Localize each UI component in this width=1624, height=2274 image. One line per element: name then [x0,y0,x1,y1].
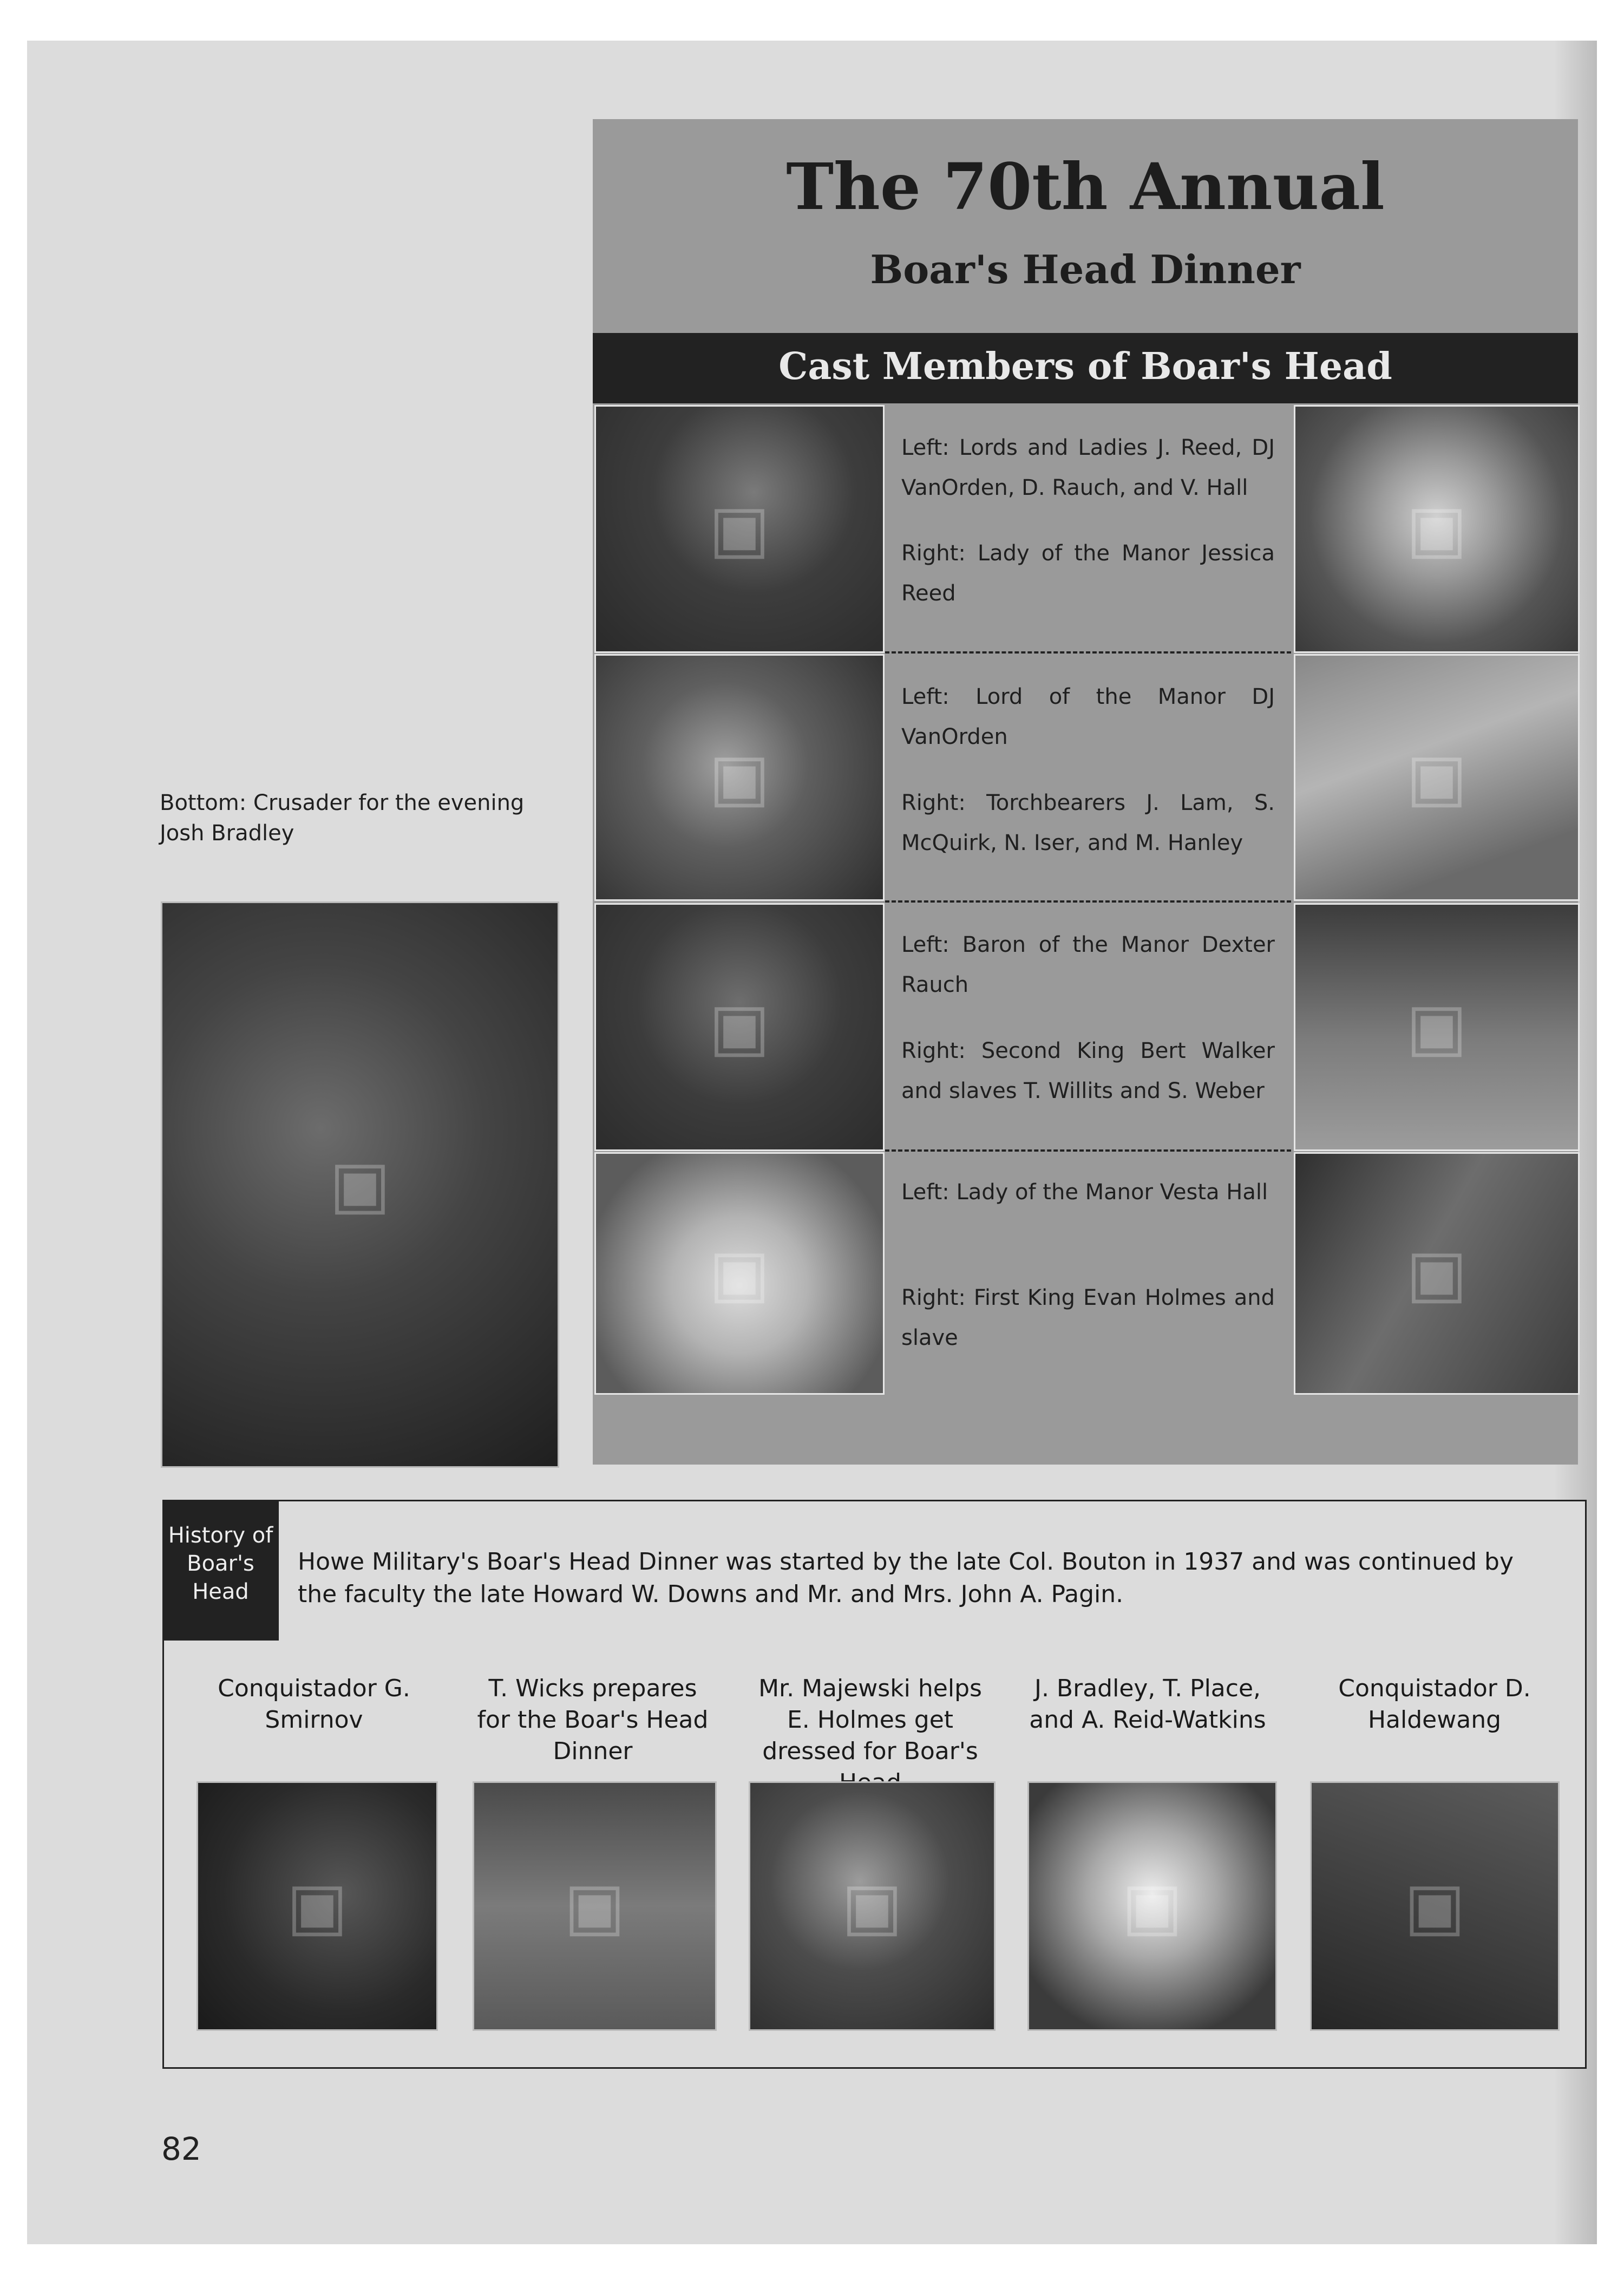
photo-icon: ▣ [709,491,770,567]
photo-lady-vesta-hall [594,1152,885,1395]
photo-conquistador-haldewang [1310,1781,1560,2031]
caption-bottom-1: Conquistador G. Smirnov [218,1675,410,1734]
caption-row1-right: Right: Lady of the Manor Jessica Reed [901,541,1275,606]
photo-icon: ▣ [841,1868,903,1944]
photo-icon: ▣ [1404,1868,1466,1944]
photo-lady-jessica-reed [1294,405,1580,653]
photo-first-king [1294,1152,1580,1395]
caption-row4-left: Left: Lady of the Manor Vesta Hall [901,1180,1268,1205]
cast-banner-label: Cast Members of Boar's Head [778,345,1392,388]
photo-bradley-place-reid-watkins [1027,1781,1277,2031]
photo-conquistador-smirnov [197,1781,438,2031]
photo-t-wicks [473,1781,717,2031]
caption-row3-right: Right: Second King Bert Walker and slaves T. Willits and S. Weber [901,1038,1275,1103]
photo-torchbearers [1294,654,1580,901]
photo-baron-rauch [594,903,885,1151]
photo-icon: ▣ [564,1868,626,1944]
title-line-2: Boar's Head Dinner [870,246,1301,292]
photo-crusader-josh-bradley [161,901,559,1468]
bleed-through-text [217,114,309,222]
caption-bottom-5: Conquistador D. Haldewang [1338,1675,1531,1734]
title-line-1: The 70th Annual [786,149,1385,224]
side-photo-caption: Bottom: Crusader for the evening Josh Bradley [160,790,525,846]
caption-row4-right: Right: First King Evan Holmes and slave [901,1285,1275,1350]
history-text: Howe Military's Boar's Head Dinner was started by the late Col. Bouton in 1937 and was continued by the faculty the late Howard W. Downs and Mr. and Mrs. John A. Pagin. [298,1548,1514,1608]
caption-row2-left: Left: Lord of the Manor DJ VanOrden [901,684,1275,749]
caption-bottom-4: J. Bradley, T. Place, and A. Reid-Watkins [1029,1675,1266,1734]
photo-icon: ▣ [709,740,770,815]
row-divider [885,900,1291,903]
photo-icon: ▣ [286,1868,348,1944]
photo-icon: ▣ [709,1236,770,1311]
history-tab-label: History of Boar's Head [168,1523,273,1604]
photo-icon: ▣ [1406,1236,1468,1311]
photo-majewski-holmes [749,1781,996,2031]
caption-row1-left: Left: Lords and Ladies J. Reed, DJ VanOrden, D. Rauch, and V. Hall [901,435,1275,500]
photo-icon: ▣ [329,1147,391,1223]
caption-row2-right: Right: Torchbearers J. Lam, S. McQuirk, N. Iser, and M. Hanley [901,790,1275,855]
photo-lords-and-ladies [594,405,885,653]
photo-second-king [1294,903,1580,1151]
photo-icon: ▣ [1121,1868,1183,1944]
history-tab [162,1500,279,1641]
row-divider [885,651,1291,654]
photo-icon: ▣ [1406,491,1468,567]
header-panel [593,119,1578,333]
photo-lord-vanorden [594,654,885,901]
caption-row3-left: Left: Baron of the Manor Dexter Rauch [901,932,1275,997]
caption-bottom-3: Mr. Majewski helps E. Holmes get dressed for Boar's [758,1675,982,1765]
caption-bottom-2: T. Wicks prepares for the Boar's Head Dinner [477,1675,709,1765]
photo-icon: ▣ [1406,989,1468,1065]
photo-icon: ▣ [709,989,770,1065]
cast-banner [593,333,1578,403]
page-number: 82 [161,2131,201,2167]
photo-icon: ▣ [1406,740,1468,815]
row-divider [885,1149,1291,1152]
